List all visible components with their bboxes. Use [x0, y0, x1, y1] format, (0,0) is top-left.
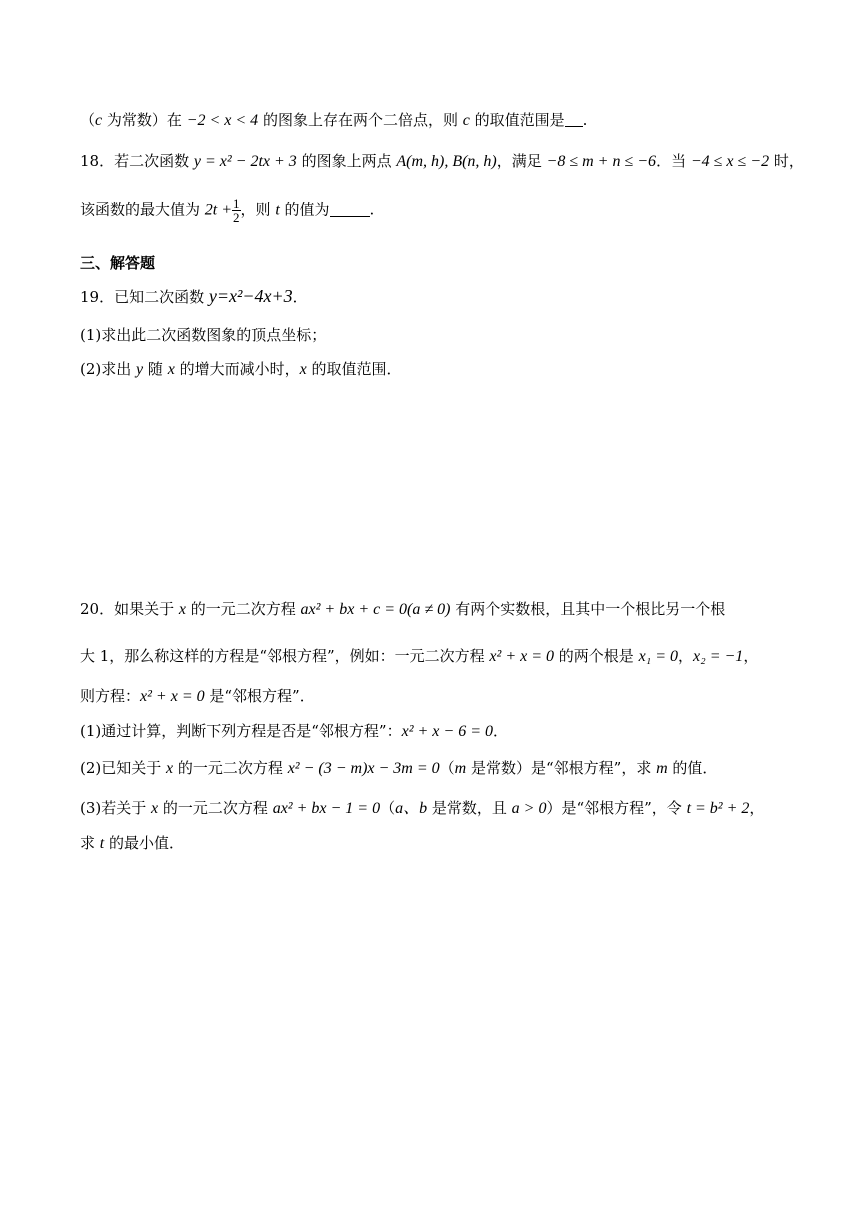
text: (3)若关于	[80, 799, 152, 817]
text: 是常数）是“邻根方程”，求	[466, 759, 657, 777]
math-x: x	[151, 800, 159, 817]
fraction	[232, 197, 241, 224]
q18-line2	[80, 197, 374, 224]
answer-blank	[565, 112, 583, 127]
text: 的一元二次方程	[185, 600, 301, 618]
text: ，则	[240, 200, 276, 219]
math-function: y = x² − 2tx + 3	[193, 153, 297, 170]
math-x: x	[299, 361, 307, 378]
math-condition: a > 0	[511, 800, 547, 817]
math-m: m	[656, 760, 668, 777]
fraction-denominator: 2	[233, 210, 240, 225]
q17-tail-line	[80, 110, 587, 131]
text: 的值为	[279, 200, 330, 219]
question-number: 18．若二次函数	[80, 152, 194, 170]
text: 有两个实数根，且其中一个根比另一个根	[450, 600, 726, 618]
text: ．	[292, 288, 308, 306]
q20-part1	[80, 721, 508, 742]
text: 的两个根是	[554, 647, 639, 665]
text: 的一元二次方程	[158, 799, 273, 817]
text: 时，	[769, 152, 804, 170]
math-max: 2t +	[204, 201, 233, 219]
text: 的取值范围是	[469, 111, 565, 129]
math-c: c	[462, 112, 470, 129]
math-points: A(m, h), B(n, h)	[396, 153, 497, 170]
text: 的图象上存在两个二倍点，则	[258, 111, 463, 129]
math-t: t	[275, 201, 280, 219]
text: 为常数）在	[102, 111, 187, 129]
text: （	[439, 759, 455, 777]
math-y: y	[136, 361, 144, 378]
text: .	[369, 200, 375, 219]
text: ．	[492, 722, 508, 740]
math-x: x	[167, 361, 175, 378]
math-range: −4 ≤ x ≤ −2	[690, 153, 770, 170]
math-x: x	[166, 760, 174, 777]
text: 求	[80, 834, 100, 852]
math-t: t	[99, 835, 105, 852]
text: 随	[143, 360, 168, 378]
text: ，满足	[496, 152, 547, 170]
question-number: 20．如果关于	[80, 600, 179, 618]
q19-part2	[80, 359, 401, 380]
text: 的一元二次方程	[173, 759, 288, 777]
text: ．当	[656, 152, 691, 170]
math-equation: x² + x = 0	[489, 648, 555, 665]
text: (2)已知关于	[80, 759, 167, 777]
text: 的取值范围．	[306, 360, 402, 378]
q20-part3-line2	[80, 833, 184, 854]
math-equation: x² + x = 0	[140, 688, 205, 705]
q20-line3	[80, 686, 315, 707]
q20-part2	[80, 758, 717, 779]
text: ，	[743, 647, 759, 665]
math-c: c	[95, 112, 103, 129]
text: 的最小值．	[104, 834, 185, 852]
text: 该函数的最大值为	[80, 200, 205, 219]
q20-line1	[80, 599, 725, 620]
math-condition: −8 ≤ m + n ≤ −6	[546, 153, 657, 170]
q20-part3-line1	[80, 798, 764, 819]
math-x: x	[178, 601, 186, 618]
question-number: 19．已知二次函数	[80, 288, 209, 306]
math-equation: x² + x − 6 = 0	[401, 723, 493, 740]
math-t-def: t = b² + 2	[686, 800, 750, 817]
math-range: −2 < x < 4	[186, 112, 259, 129]
math-equation: ax² + bx − 1 = 0	[272, 800, 381, 817]
text: 则方程：	[80, 687, 141, 705]
q19-part1: (1)求出此二次函数图象的顶点坐标；	[80, 326, 327, 344]
text: （	[80, 111, 96, 129]
answer-blank	[330, 202, 370, 217]
math-ab: a、b	[395, 800, 428, 817]
text: 的图象上两点	[296, 152, 397, 170]
math-equation: ax² + bx + c = 0(a ≠ 0)	[300, 601, 451, 618]
text: （	[380, 799, 396, 817]
math-function: y=x²−4x+3	[208, 286, 293, 306]
math-equation: x² − (3 − m)x − 3m = 0	[287, 760, 440, 777]
text: 大 1，那么称这样的方程是“邻根方程”，例如：一元二次方程	[80, 647, 490, 665]
math-m: m	[454, 760, 467, 777]
text: (1)通过计算，判断下列方程是否是“邻根方程”：	[80, 722, 402, 740]
math-root-2: x₂ = −1	[693, 648, 744, 665]
text: ，	[678, 647, 694, 665]
text: 的值．	[667, 759, 718, 777]
q20-line2	[80, 646, 758, 667]
q19-stem	[80, 286, 308, 307]
text: (2)求出	[80, 360, 137, 378]
text: 的增大而减小时，	[174, 360, 300, 378]
section-heading: 三、解答题	[80, 254, 156, 272]
text: ）是“邻根方程”，令	[546, 799, 687, 817]
text: ，	[749, 799, 765, 817]
q18-line1	[80, 151, 804, 172]
text: 是常数，且	[427, 799, 512, 817]
fraction-numerator: 1	[233, 196, 240, 211]
text: 是“邻根方程”．	[204, 687, 315, 705]
text: .	[582, 111, 588, 129]
math-root-1: x₁ = 0	[638, 648, 679, 665]
